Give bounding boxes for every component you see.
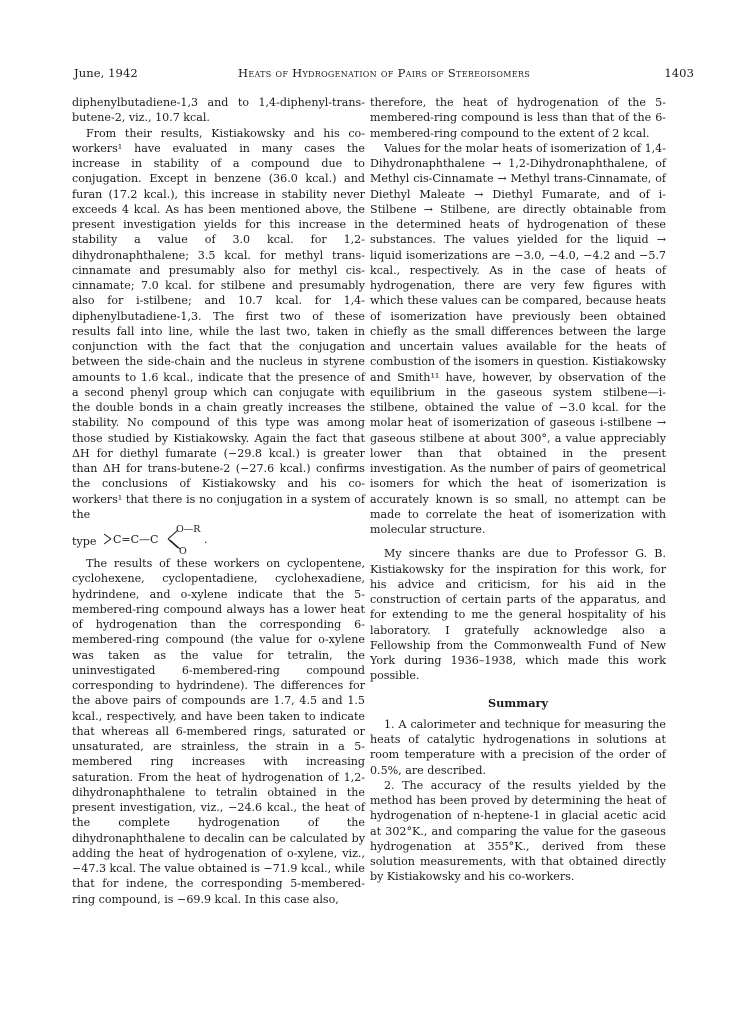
formula-label: O bbox=[179, 546, 187, 555]
paragraph: Values for the molar heats of isomerization of 1,4-Dihydronaphthalene → 1,2-Dihydronaphthalene, of Methyl cis-Cinnamate → Methyl trans-Cinnamate, of Diethyl Maleate → Diethyl Fumarate, and of i-Stilbene → Stilbene, are directly obtainable from the determined heats of hydrogenation of these substances. The values yielded for the liquid → liquid isomerizations are −3.0, −4.0, −4.2 and −5.7 kcal., respectively. As in the case of heats of hydrogenation, there are very few figures with which these values can be compared, because heats of isomerization have previously been obtained chiefly as the small differences between the large and uncertain values available for the heats of combustion of the isomers in question. Kistiakowsky and Smith¹¹ have, however, by observation of the equilibrium in the gaseous system stilbene—i-stilbene, obtained the value of −3.0 kcal. for the molar heat of isomerization of gaseous i-stilbene → gaseous stilbene at about 300°, a value appreciably lower than that obtained in the present investigation. As the number of pairs of geometrical isomers for which the heat of isomerization is accurately known is so small, no attempt can be made to correlate the heat of isomerization with molecular structure. bbox=[370, 141, 666, 536]
page-number: 1403 bbox=[664, 66, 694, 80]
left-column bbox=[72, 95, 365, 907]
chemical-structure bbox=[72, 523, 365, 555]
paragraph: From their results, Kistiakowsky and his co-workers¹ have evaluated in many cases the increase in stability of a compound due to conjugation. Except in benzene (36.0 kcal.) and furan (17.2 kcal.), this increase in stability never exceeds 4 kcal. As has been mentioned above, the present investigation yields for this increase in stability a value of 3.0 kcal. for 1,2-dihydronaphthalene; 3.5 kcal. for methyl trans-cinnamate and presumably also for methyl cis-cinnamate; 7.0 kcal. for stilbene and presumably also for i-stilbene; and 10.7 kcal. for 1,4-diphenylbutadiene-1,3. The first two of these results fall into line, while the last two, taken in conjunction with the fact that the conjugation between the side-chain and the nucleus in styrene amounts to 1.6 kcal., indicate that the presence of a second phenyl group which can conjugate with the double bonds in a chain greatly increases the stability. No compound of this type was among those studied by Kistiakowsky. Again the fact that ΔH for diethyl fumarate (−29.8 kcal.) is greater than ΔH for trans-butene-2 (−27.6 kcal.) confirms the conclusions of Kistiakowsky and his co-workers¹ that there is no conjugation in a system of the bbox=[72, 126, 365, 521]
paragraph: The results of these workers on cyclopentene, cyclohexene, cyclopentadiene, cyclohexadiene, hydrindene, and o-xylene indicate that the 5-membered-ring compound always has a lower heat of hydrogenation than the corresponding 6-membered-ring compound (the value for o-xylene was taken as the value for tetralin, the uninvestigated 6-membered-ring compound corresponding to hydrindene). The differences for the above pairs of compounds are 1.7, 4.5 and 1.5 kcal., respectively, and have been taken to indicate that whereas all 6-membered rings, saturated or unsaturated, are strainless, the strain in a 5-membered ring increases with increasing saturation. From the heat of hydrogenation of 1,2-dihydronaphthalene to tetralin obtained in the present investigation, viz., −24.6 kcal., the heat of the complete hydrogenation of the dihydronaphthalene to decalin can be calculated by adding the heat of hydrogenation of o-xylene, viz., −47.3 kcal. The value obtained is −71.9 kcal., while that for indene, the corresponding 5-membered-ring compound, is −69.9 kcal. In this case also, bbox=[72, 557, 365, 906]
svg-text:C=C—C: C=C—C bbox=[113, 533, 159, 546]
running-header bbox=[74, 66, 694, 82]
summary-item: 2. The accuracy of the results yielded by the method has been proved by determining the heat of hydrogenation of n-heptene-1 in glacial acetic acid at 302°K., and comparing the value for the gaseous hydrogenation at 355°K., derived from these solution measurements, with that obtained directly by Kistiakowsky and his co-workers. bbox=[370, 778, 666, 884]
paragraph: diphenylbutadiene-1,3 and to 1,4-diphenyl-trans-butene-2, viz., 10.7 kcal. bbox=[72, 96, 365, 125]
summary-heading: Summary bbox=[487, 695, 549, 710]
header-title: Heats of Hydrogenation of Pairs of Stereoisomers bbox=[237, 66, 530, 80]
paragraph: therefore, the heat of hydrogenation of the 5-membered-ring compound is less than that of the 6-membered-ring compound to the extent of 2 kcal. bbox=[370, 96, 666, 140]
conjugated-ester-structure-diagram bbox=[102, 523, 242, 555]
svg-text:.: . bbox=[204, 533, 208, 546]
acknowledgment-paragraph: My sincere thanks are due to Professor G. B. Kistiakowsky for the inspiration for this work, for his advice and criticism, for his aid in the construction of certain parts of the apparatus, and for extending to me the general hospitality of his laboratory. I gratefully acknowledge also a Fellowship from the Commonwealth Fund of New York during 1936–1938, which made this work possible. bbox=[370, 547, 666, 683]
type-word: type bbox=[72, 535, 97, 548]
header-date: June, 1942 bbox=[74, 66, 138, 80]
formula-label: O—R bbox=[176, 524, 201, 535]
right-column bbox=[370, 95, 666, 885]
summary-item: 1. A calorimeter and technique for measuring the heats of catalytic hydrogenations in solutions at room temperature with a precision of the order of 0.5%, are described. bbox=[370, 717, 666, 777]
